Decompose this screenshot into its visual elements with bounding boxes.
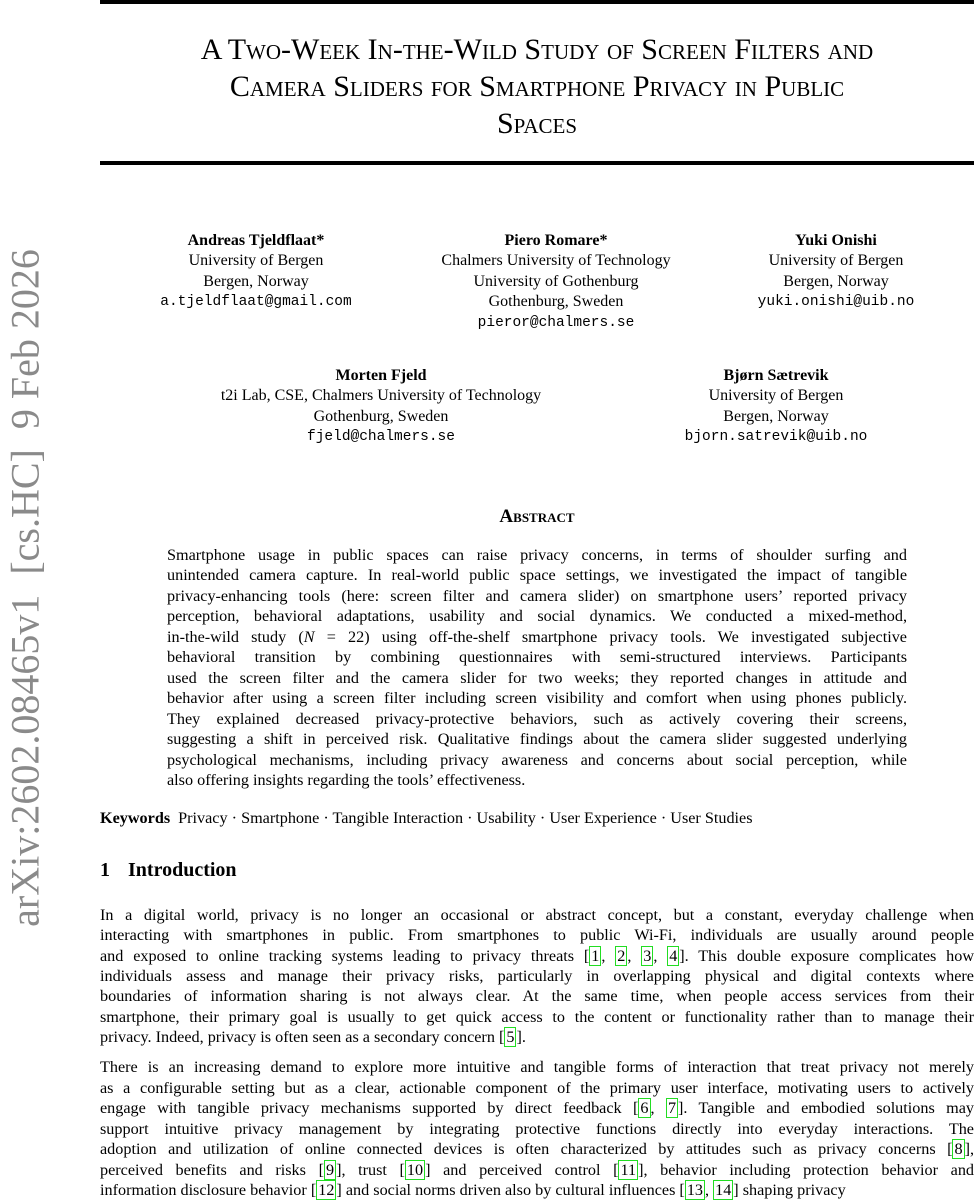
text-line: unintended camera capture. In real-world public space settings, we investigated the impact of tangible: [167, 566, 907, 585]
author-name: Piero Romare*: [504, 232, 608, 249]
author-email[interactable]: pieror@chalmers.se: [477, 314, 635, 331]
citation-link[interactable]: 1: [591, 946, 600, 965]
title-top-rule: [100, 0, 974, 4]
math-n: N: [303, 627, 315, 646]
author-location: Gothenburg, Sweden: [488, 293, 624, 311]
keywords-list: Privacy · Smartphone · Tangible Interaction · Usability · User Experience · User Studies: [178, 809, 753, 827]
text-line: engage with tangible privacy mechanisms supported by direct feedback [ 6 , 7 ]. Tangible and embodied solutions may: [100, 1099, 974, 1117]
author-affiliation: t2i Lab, CSE, Chalmers University of Technology: [220, 387, 542, 405]
text-line: privacy. Indeed, privacy is often seen as a secondary concern [ 5 ].: [100, 1027, 526, 1046]
author-name: Morten Fjeld: [335, 367, 427, 384]
citation-link[interactable]: 2: [617, 946, 626, 965]
text-line: psychological mechanisms, including privacy awareness and concerns about social perception, while: [167, 750, 907, 769]
author-name: Andreas Tjeldflaat*: [187, 232, 325, 249]
text-line: In a digital world, privacy is no longer an occasional or abstract concept, but a constant, everyday challenge when: [100, 906, 974, 924]
text-line: behavior after using a screen filter including screen visibility and comfort when using phones publicly.: [167, 689, 907, 708]
text-line: also offering insights regarding the tools’ effectiveness.: [167, 770, 526, 789]
author-email[interactable]: fjeld@chalmers.se: [307, 429, 455, 446]
text-line: boundaries of information sharing is not always clear. At the same time, when people access services from their: [100, 987, 974, 1006]
text-line: support intuitive privacy management by integrating protective functions directly into everyday interactions. The: [100, 1119, 974, 1138]
text-line: and exposed to online tracking systems leading to privacy threats [ 1 , 2 , 3 , 4 ]. This double exposure complicates how: [100, 946, 974, 965]
text-line: information disclosure behavior [ 12 ] and social norms driven also by cultural influences [ 13 , 14 ] shaping privacy: [100, 1181, 846, 1199]
citation-link[interactable]: 12: [318, 1181, 335, 1199]
author-location: Bergen, Norway: [723, 407, 829, 425]
author-affiliation: University of Bergen: [708, 387, 844, 405]
text-line: suggesting a shift in perceived risk. Qualitative findings about the camera slider suggested underlying: [167, 730, 907, 749]
author-block: [441, 231, 670, 333]
text-line: used the screen filter and the camera slider for two weeks; they reported changes in attitude and: [167, 668, 907, 687]
citation-link[interactable]: 8: [954, 1140, 963, 1158]
author-email[interactable]: yuki.onishi@uib.no: [757, 294, 915, 311]
keywords-label: Keywords: [100, 809, 171, 827]
text-line: in-the-wild study (N = 22) using off-the-shelf smartphone privacy tools. We investigated subjective: [167, 627, 907, 646]
title-line: Camera Sliders for Smartphone Privacy in Public: [229, 70, 845, 103]
text-line: perception, behavioral adaptations, usability and social dynamics. We conducted a mixed-method,: [167, 607, 907, 626]
citation-link[interactable]: 6: [640, 1099, 649, 1117]
text-line: privacy-enhancing tools (here: screen filter and camera slider) on smartphone users’ reported privacy: [167, 586, 907, 605]
author-affiliation: Chalmers University of Technology: [441, 252, 671, 270]
author-location: Bergen, Norway: [203, 272, 309, 290]
text-line: as a configurable setting but as a clear, actionable component of the primary user interface, motivating users to actively: [100, 1078, 974, 1097]
abstract-heading: Abstract: [499, 506, 575, 527]
section-heading: [100, 859, 237, 882]
citation-link[interactable]: 3: [643, 946, 652, 965]
author-block: [160, 231, 351, 313]
text-line: smartphone, their primary goal is usually to get quick access to the content or functionality rather than to manage their: [100, 1007, 974, 1026]
author-location: Bergen, Norway: [783, 272, 889, 290]
title-bottom-rule: [100, 161, 974, 165]
arxiv-stamp: arXiv:2602.08465v1 [cs.HC] 9 Feb 2026: [2, 249, 48, 927]
citation-link[interactable]: 14: [715, 1181, 732, 1199]
title-line: Spaces: [496, 107, 578, 140]
text-line: They explained decreased privacy-protective behaviors, such as actively covering their screens,: [167, 709, 907, 728]
author-affiliation: University of Bergen: [768, 252, 904, 270]
author-block: [685, 366, 868, 448]
author-affiliation: University of Bergen: [188, 252, 324, 270]
author-email[interactable]: bjorn.satrevik@uib.no: [684, 429, 868, 446]
text-line: Smartphone usage in public spaces can raise privacy concerns, in terms of shoulder surfing and: [167, 546, 907, 564]
author-block: [758, 231, 915, 313]
citation-link[interactable]: 4: [669, 946, 678, 965]
citation-link[interactable]: 5: [506, 1027, 515, 1046]
citation-link[interactable]: 11: [620, 1160, 637, 1179]
citation-link[interactable]: 13: [686, 1181, 703, 1199]
author-name: Bjørn Sætrevik: [723, 367, 829, 384]
author-name: Yuki Onishi: [795, 232, 877, 249]
author-location: Gothenburg, Sweden: [313, 407, 449, 425]
citation-link[interactable]: 9: [325, 1160, 335, 1179]
author-affiliation: University of Gothenburg: [473, 272, 639, 290]
author-block: [221, 366, 541, 448]
text-line: interacting with smartphones in public. From smartphones to public Wi-Fi, individuals are usually around people: [100, 926, 974, 945]
section-number: 1: [100, 859, 110, 881]
text-line: individuals assess and manage their privacy risks, particularly in overlapping physical and digital contexts where: [100, 966, 974, 985]
text-line: There is an increasing demand to explore more intuitive and tangible forms of interaction that treat privacy not merely: [100, 1058, 974, 1076]
keywords: [100, 809, 753, 828]
citation-link[interactable]: 10: [406, 1160, 424, 1179]
text-line: adoption and utilization of online connected devices is often characterized by attitudes such as privacy concerns [ 8 ],: [100, 1140, 974, 1158]
text-line: behavioral transition by combining questionnaires with semi-structured interviews. Participants: [167, 648, 907, 667]
citation-link[interactable]: 7: [667, 1099, 677, 1117]
author-email[interactable]: a.tjeldflaat@gmail.com: [160, 294, 352, 311]
title-line: A Two-Week In-the-Wild Study of Screen Filters and: [200, 33, 874, 66]
text-line: perceived benefits and risks [ 9 ], trust [ 10 ] and perceived control [ 11 ], behavior including protection behavior and: [100, 1160, 974, 1179]
section-title: Introduction: [128, 859, 237, 881]
